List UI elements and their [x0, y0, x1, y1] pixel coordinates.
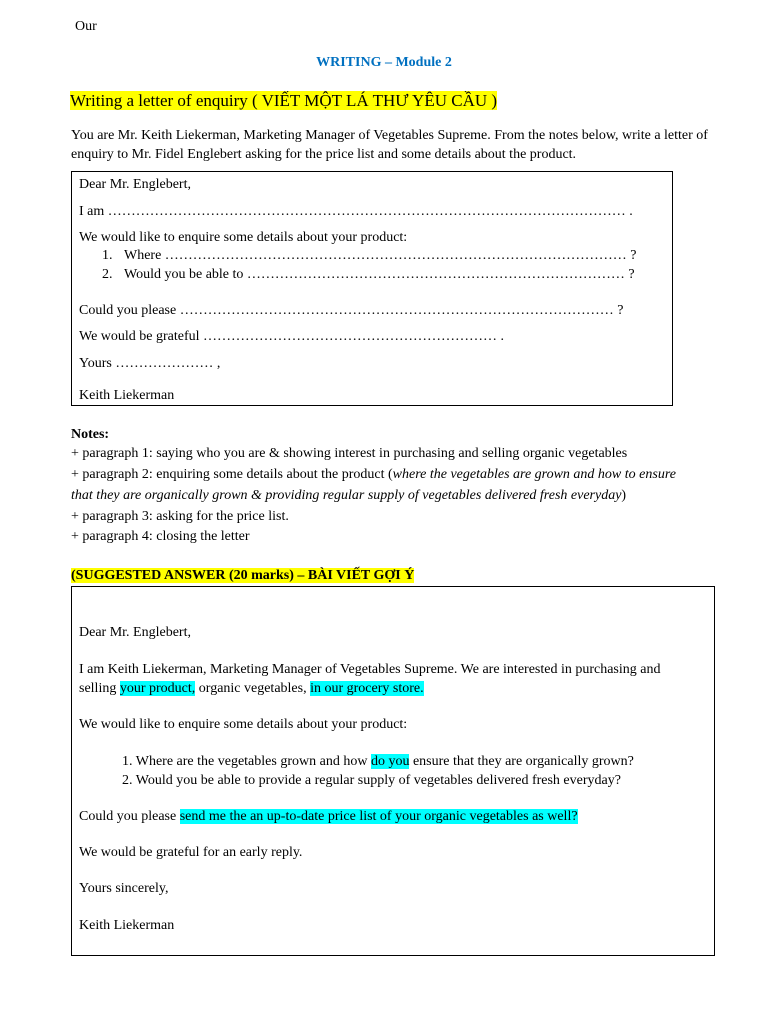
notes-p2-start: + paragraph 2: enquiring some details about the product (: [71, 467, 393, 482]
answer-para1-line1: I am Keith Liekerman, Marketing Manager of Vegetables Supreme. We are interested in purchasing and: [79, 662, 661, 677]
answer-could-text: Could you please: [79, 809, 180, 824]
template-q1-number: 1.: [102, 248, 113, 263]
notes-paragraph-3: + paragraph 3: asking for the price list.: [71, 509, 289, 524]
suggested-heading-text: SUGGESTED ANSWER (20 marks) – BÀI VIẾT GỢI Ý: [75, 568, 415, 583]
answer-highlight-do-you: do you: [370, 754, 410, 769]
notes-p2-italic-1: where the vegetables are grown and how to ensure: [392, 467, 676, 482]
template-q2: Would you be able to ……………………………………………………………………… ?: [124, 267, 635, 282]
page-heading: [70, 90, 497, 112]
notes-paragraph-4: + paragraph 4: closing the letter: [71, 529, 250, 544]
notes-paragraph-2-cont: [71, 487, 626, 505]
answer-yours: Yours sincerely,: [79, 881, 169, 896]
template-signature: Keith Liekerman: [79, 388, 175, 403]
answer-grateful: We would be grateful for an early reply.: [79, 845, 303, 860]
notes-paragraph-1: + paragraph 1: saying who you are & showing interest in purchasing and selling organic vegetables: [71, 446, 628, 461]
answer-q1: [122, 753, 634, 771]
answer-highlight-grocery-store: in our grocery store.: [310, 681, 424, 696]
template-i-am: I am ………………………………………………………………………………………………… .: [79, 204, 633, 219]
answer-could-you: [79, 808, 578, 826]
suggested-open-paren: (: [71, 568, 76, 583]
corner-text: Our: [75, 19, 97, 34]
notes-p2-end: ): [621, 488, 627, 503]
answer-q2: 2. Would you be able to provide a regular supply of vegetables delivered fresh everyday?: [122, 773, 621, 788]
answer-para1-text-a: selling: [79, 681, 120, 696]
suggested-answer-box: [71, 586, 715, 956]
answer-greeting: Dear Mr. Englebert,: [79, 625, 191, 640]
template-could-you: Could you please ………………………………………………………………………………… ?: [79, 303, 624, 318]
notes-paragraph-2: [71, 466, 676, 484]
answer-highlight-your-product: your product,: [119, 681, 196, 696]
template-yours: Yours ………………… ,: [79, 356, 221, 371]
instruction-line-2: enquiry to Mr. Fidel Englebert asking for the price list and some details about the product.: [71, 147, 577, 162]
heading-text: Writing a letter of enquiry ( VIẾT MỘT LÁ THƯ YÊU CẦU ): [70, 91, 498, 110]
module-title: WRITING – Module 2: [316, 55, 452, 70]
answer-q1-text-b: ensure that they are organically grown?: [409, 754, 634, 769]
answer-q1-text-a: 1. Where are the vegetables grown and how: [122, 754, 371, 769]
letter-template-box: [71, 171, 673, 406]
template-enquire: We would like to enquire some details about your product:: [79, 230, 408, 245]
notes-p2-italic-2: that they are organically grown & providing regular supply of vegetables delivered fresh everyday: [71, 488, 622, 503]
template-q1: Where ……………………………………………………………………………………… ?: [124, 248, 637, 263]
answer-highlight-price-list: send me the an up-to-date price list of your organic vegetables as well?: [179, 809, 578, 824]
instruction-line-1: You are Mr. Keith Liekerman, Marketing Manager of Vegetables Supreme. From the notes below, write a letter of: [71, 128, 708, 143]
answer-para1-line2: [79, 680, 424, 698]
answer-para1-text-b: organic vegetables,: [195, 681, 311, 696]
answer-signature: Keith Liekerman: [79, 918, 175, 933]
template-greeting: Dear Mr. Englebert,: [79, 177, 191, 192]
template-grateful: We would be grateful ……………………………………………………… .: [79, 329, 505, 344]
template-q2-number: 2.: [102, 267, 113, 282]
answer-enquire: We would like to enquire some details about your product:: [79, 717, 408, 732]
notes-title: Notes:: [71, 427, 110, 442]
suggested-heading: [71, 567, 414, 585]
